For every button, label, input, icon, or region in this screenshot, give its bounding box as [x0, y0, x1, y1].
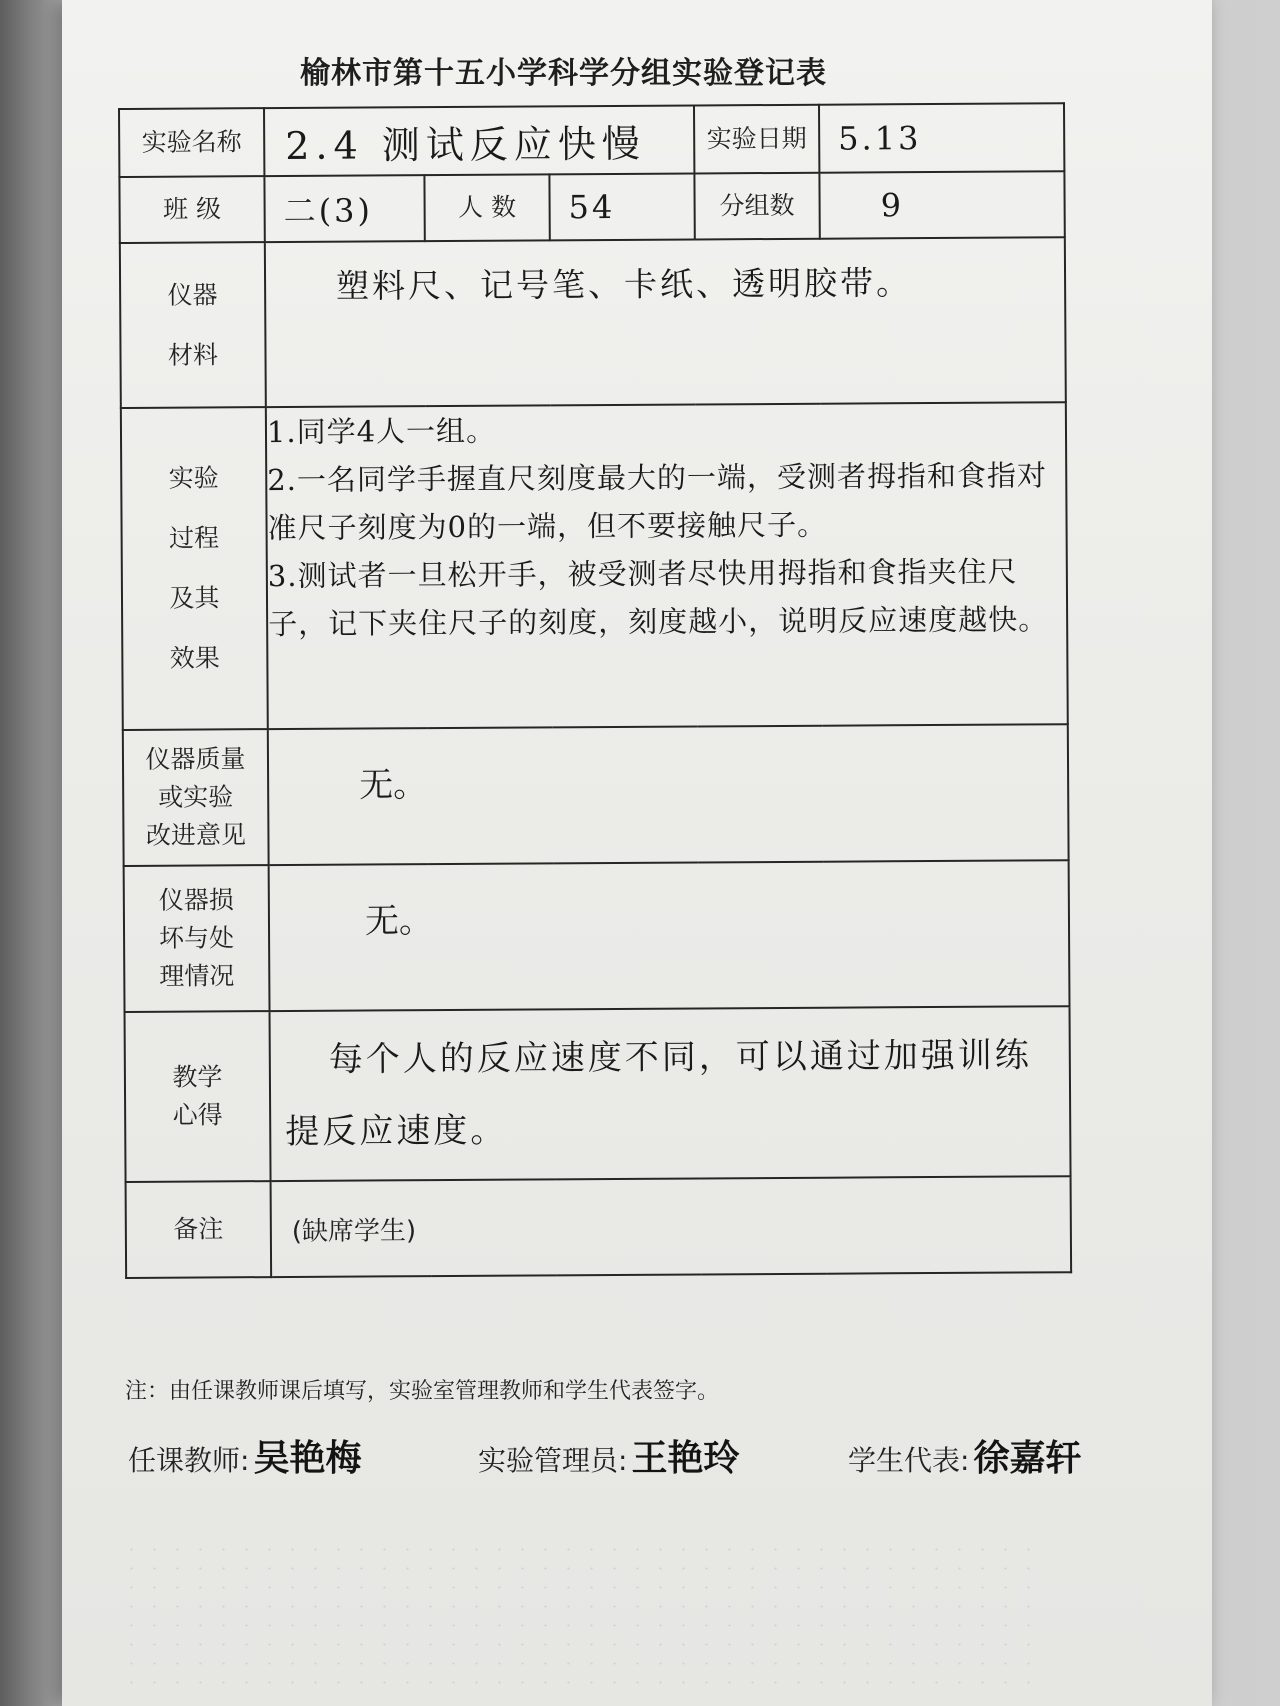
signature-line — [128, 1430, 1148, 1490]
label-process-line-4: 效果 — [169, 643, 220, 673]
label-quality-line-3: 改进意见 — [145, 820, 247, 850]
label-damage-line-1: 仪器损 — [158, 885, 234, 915]
label-equipment-line-1: 仪器 — [167, 279, 218, 310]
label-quality-line-2: 或实验 — [158, 782, 234, 812]
student-name: 徐嘉轩 — [973, 1437, 1082, 1479]
label-experiment-name: 实验名称 — [119, 108, 264, 177]
label-teaching — [125, 1011, 271, 1182]
value-experiment-date-cell — [819, 103, 1064, 172]
value-teaching-cell — [270, 1006, 1071, 1181]
value-class: 二(3) — [283, 191, 374, 230]
label-damage-line-2: 坏与处 — [158, 923, 235, 953]
label-process-line-3: 及其 — [169, 583, 220, 613]
value-quality: 无。 — [359, 765, 428, 806]
value-people-cell — [549, 173, 694, 240]
value-equipment: 塑料尺、记号笔、卡纸、透明胶带。 — [335, 263, 913, 306]
label-experiment-date: 实验日期 — [694, 105, 819, 174]
admin-label: 实验管理员: — [478, 1444, 628, 1477]
label-process-line-2: 过程 — [169, 523, 220, 553]
row-class — [119, 171, 1064, 243]
teacher-label: 任课教师: — [128, 1444, 250, 1477]
process-step-1: 1.同学4人一组。 — [266, 413, 497, 450]
label-teaching-line-1: 教学 — [172, 1062, 223, 1092]
label-quality — [123, 729, 269, 866]
value-people: 54 — [568, 187, 616, 227]
label-equipment-line-2: 材料 — [167, 339, 219, 370]
row-equipment — [120, 237, 1066, 408]
value-experiment-name: 2.4 测试反应快慢 — [285, 121, 646, 168]
label-process-line-1: 实验 — [168, 463, 219, 493]
value-process-cell — [266, 402, 1068, 729]
row-remarks — [126, 1176, 1072, 1278]
label-remarks: 备注 — [126, 1181, 272, 1278]
label-class: 班 级 — [119, 176, 264, 243]
label-equipment — [120, 242, 266, 408]
value-quality-cell — [268, 724, 1069, 865]
footer-note: 注：由任课教师课后填写，实验室管理教师和学生代表签字。 — [125, 1379, 720, 1404]
value-teaching: 每个人的反应速度不同，可以通过加强训练提反应速度。 — [285, 1035, 1032, 1152]
label-teaching-line-2: 心得 — [172, 1100, 223, 1130]
value-experiment-date: 5.13 — [838, 119, 922, 158]
registration-form — [118, 102, 1071, 1388]
form-title: 榆林市第十五小学科学分组实验登记表 — [300, 56, 827, 91]
process-step-2: 2.一名同学手握直尺刻度最大的一端，受测者拇指和食指对准尺子刻度为0的一端，但不要接触尺子。 — [267, 458, 1048, 546]
row-process — [121, 402, 1068, 730]
teacher-name: 吴艳梅 — [253, 1437, 362, 1479]
admin-name: 王艳玲 — [631, 1437, 740, 1479]
label-quality-line-1: 仪器质量 — [145, 744, 246, 774]
label-group-count: 分组数 — [694, 173, 819, 240]
admin-signature — [478, 1430, 739, 1481]
value-remarks-cell — [271, 1176, 1072, 1277]
form-table — [118, 102, 1072, 1279]
label-damage — [124, 865, 270, 1012]
value-damage-cell — [269, 860, 1070, 1011]
paper-texture — [120, 1540, 1040, 1690]
value-equipment-cell — [265, 237, 1066, 407]
row-quality — [123, 724, 1069, 866]
value-group-count-cell — [819, 171, 1064, 238]
student-label: 学生代表: — [848, 1444, 970, 1477]
row-teaching — [125, 1006, 1071, 1182]
teacher-signature — [128, 1430, 361, 1481]
row-experiment-name — [119, 103, 1064, 177]
process-step-3: 3.测试者一旦松开手，被受测者尽快用拇指和食指夹住尺子，记下夹住尺子的刻度，刻度越小，说明反应速度越快。 — [267, 554, 1049, 642]
value-remarks: (缺席学生) — [291, 1215, 417, 1247]
value-damage: 无。 — [364, 901, 434, 942]
student-signature — [848, 1430, 1081, 1481]
value-experiment-name-cell — [264, 105, 694, 176]
value-class-cell — [264, 175, 424, 242]
row-damage — [124, 860, 1070, 1012]
label-damage-line-3: 理情况 — [159, 961, 235, 991]
label-people: 人 数 — [424, 174, 549, 241]
value-group-count: 9 — [880, 186, 905, 225]
label-process — [121, 407, 268, 730]
